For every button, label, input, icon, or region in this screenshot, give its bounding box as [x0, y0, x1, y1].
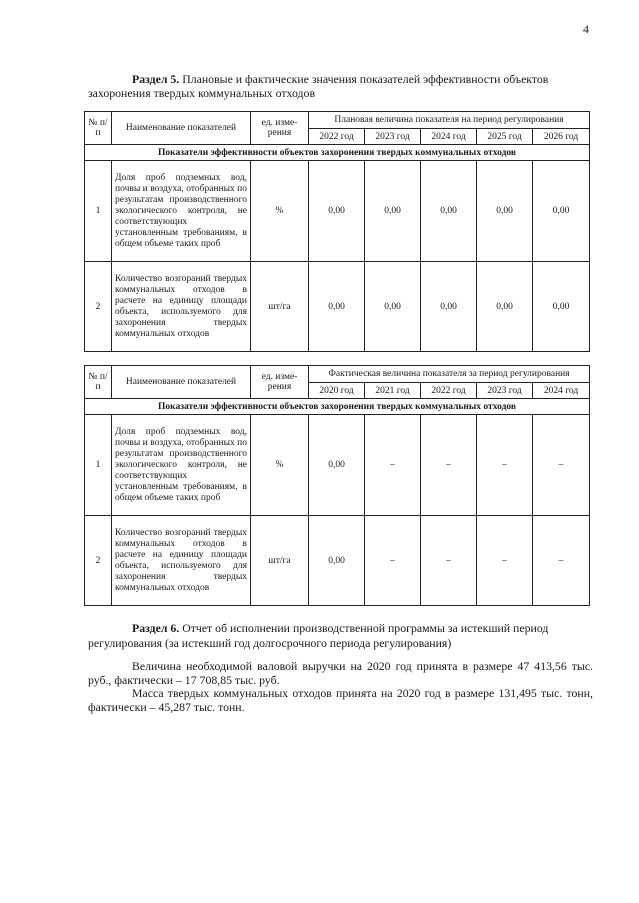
value-cell: – — [365, 415, 421, 516]
unit-cell: % — [251, 161, 309, 262]
section-row: Показатели эффективности объектов захоронения твердых коммунальных отходов — [85, 399, 590, 415]
value-cell: 0,00 — [533, 161, 590, 262]
section-5-title: Плановые и фактические значения показателей эффективности объектов захоронения твердых коммунальных отходов — [88, 72, 549, 100]
value-cell: – — [477, 516, 533, 606]
table-row — [85, 516, 590, 606]
page-number: 4 — [583, 22, 589, 36]
value-cell: 0,00 — [309, 516, 365, 606]
section-6-heading — [88, 621, 593, 651]
revenue-paragraph — [88, 659, 593, 687]
value-cell: 0,00 — [309, 161, 365, 262]
table-row — [85, 262, 590, 352]
year-header: 2023 год — [365, 129, 421, 145]
value-cell: – — [421, 415, 477, 516]
indicator-name: Доля проб подземных вод, почвы и воздуха, отобранных по результатам производственного экологического контроля, не соответствующих установленным требованиям, в общем объеме таких проб — [112, 161, 251, 262]
year-header: 2022 год — [421, 383, 477, 399]
value-cell: 0,00 — [533, 262, 590, 352]
row-number: 2 — [85, 516, 112, 606]
year-header: 2026 год — [533, 129, 590, 145]
year-header: 2023 год — [477, 383, 533, 399]
revenue-text: Величина необходимой валовой выручки на 2020 год принята в размере 47 413,56 тыс. руб., фактически – 17 708,85 тыс. руб. — [88, 659, 593, 687]
row-number: 1 — [85, 161, 112, 262]
section-5-label: Раздел 5. — [132, 72, 180, 86]
value-cell: 0,00 — [477, 161, 533, 262]
year-header: 2022 год — [309, 129, 365, 145]
value-cell: 0,00 — [309, 262, 365, 352]
planned-values-table — [84, 111, 590, 352]
year-header: 2020 год — [309, 383, 365, 399]
value-cell: – — [421, 516, 477, 606]
col-header-num: № п/п — [85, 366, 112, 399]
row-number: 2 — [85, 262, 112, 352]
col-header-unit: ед. изме-рения — [251, 112, 309, 145]
value-cell: 0,00 — [309, 415, 365, 516]
value-cell: 0,00 — [421, 161, 477, 262]
year-header: 2021 год — [365, 383, 421, 399]
table-row — [85, 161, 590, 262]
section-row: Показатели эффективности объектов захоронения твердых коммунальных отходов — [85, 145, 590, 161]
indicator-name: Количество возгораний твердых коммунальных отходов в расчете на единицу площади объекта, используемого для захоронения твердых коммунальных отходов — [112, 516, 251, 606]
value-cell: 0,00 — [477, 262, 533, 352]
unit-cell: шт/га — [251, 262, 309, 352]
col-header-name: Наименование показателей — [112, 112, 251, 145]
value-cell: – — [533, 415, 590, 516]
section-5-heading — [88, 72, 598, 100]
col-header-unit: ед. изме-рения — [251, 366, 309, 399]
group-header-planned: Плановая величина показателя на период регулирования — [309, 112, 590, 129]
value-cell: 0,00 — [365, 262, 421, 352]
waste-mass-text: Масса твердых коммунальных отходов принята на 2020 год в размере 131,495 тыс. тонн, фактически – 45,287 тыс. тонн. — [88, 686, 593, 714]
section-6-label: Раздел 6. — [132, 621, 180, 635]
year-header: 2024 год — [533, 383, 590, 399]
year-header: 2025 год — [477, 129, 533, 145]
table-row — [85, 415, 590, 516]
value-cell: 0,00 — [365, 161, 421, 262]
value-cell: – — [533, 516, 590, 606]
col-header-name: Наименование показателей — [112, 366, 251, 399]
value-cell: – — [477, 415, 533, 516]
value-cell: 0,00 — [421, 262, 477, 352]
value-cell: – — [365, 516, 421, 606]
col-header-num: № п/п — [85, 112, 112, 145]
unit-cell: % — [251, 415, 309, 516]
year-header: 2024 год — [421, 129, 477, 145]
section-6-title: Отчет об исполнении производственной программы за истекший период регулирования (за истекший год долгосрочного периода регулирования) — [88, 621, 549, 650]
unit-cell: шт/га — [251, 516, 309, 606]
indicator-name: Количество возгораний твердых коммунальных отходов в расчете на единицу площади объекта, используемого для захоронения твердых коммунальных отходов — [112, 262, 251, 352]
waste-mass-paragraph — [88, 686, 593, 714]
row-number: 1 — [85, 415, 112, 516]
actual-values-table — [84, 365, 590, 606]
indicator-name: Доля проб подземных вод, почвы и воздуха, отобранных по результатам производственного экологического контроля, не соответствующих установленным требованиям, в общем объеме таких проб — [112, 415, 251, 516]
group-header-actual: Фактическая величина показателя за период регулирования — [309, 366, 590, 383]
